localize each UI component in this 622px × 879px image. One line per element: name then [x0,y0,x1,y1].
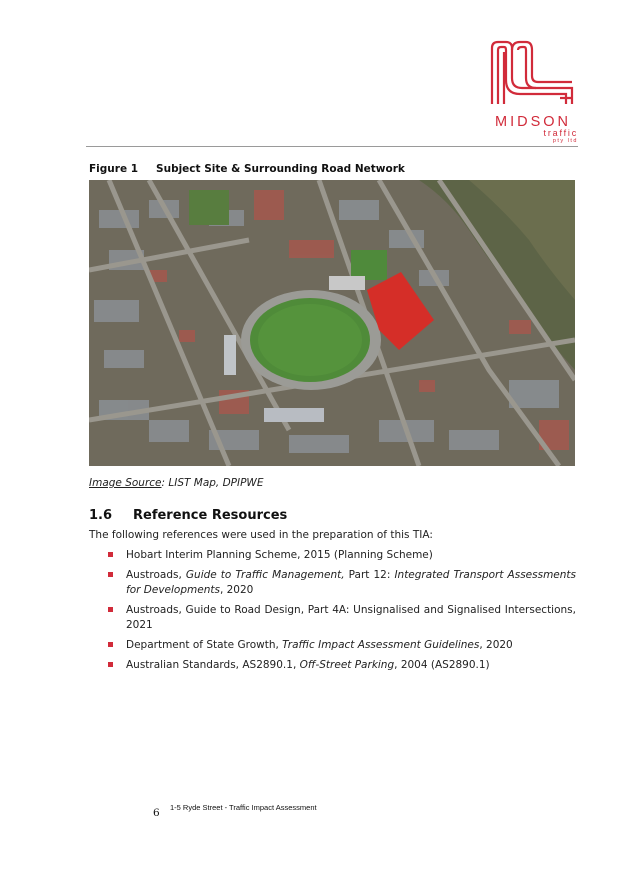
ref-text: Australian Standards, AS2890.1, [126,659,300,671]
reference-list [108,548,576,678]
logo-subtitle: traffic [543,128,578,138]
figure-title: Subject Site & Surrounding Road Network [156,163,405,175]
ref-text: , 2004 (AS2890.1) [394,659,490,671]
list-item [108,638,576,653]
bullet-icon [108,607,113,612]
ref-text: Department of State Growth, [126,639,283,651]
image-source-text: : LIST Map, DPIPWE [161,477,264,489]
bullet-icon [108,662,113,667]
section-title: Reference Resources [133,508,288,523]
ref-text: , 2020 [219,584,254,596]
ref-title: Traffic Impact Assessment Guidelines [282,639,480,651]
header-rule [86,146,578,147]
bullet-icon [108,642,113,647]
list-item [108,548,576,563]
footer-title: 1-5 Ryde Street - Traffic Impact Assessment [170,803,317,812]
image-source [89,477,263,489]
logo-wordmark: MIDSON [495,114,571,130]
logo-subtitle-small: pty ltd [552,138,578,144]
ref-text: Hobart Interim Planning Scheme, 2015 (Planning Scheme) [126,549,433,561]
figure-label: Figure 1 [89,163,139,175]
page-number: 6 [153,807,160,819]
list-item [108,568,576,598]
aerial-map-image [89,180,575,466]
bullet-icon [108,552,113,557]
ref-title: Guide to Traffic Management, [185,569,345,581]
ref-title: Integrated Transport Assessments for Developments [126,569,577,596]
image-source-label: Image Source [89,477,162,489]
section-intro: The following references were used in the preparation of this TIA: [89,529,433,541]
bullet-icon [108,572,113,577]
section-number: 1.6 [89,508,113,523]
list-item [108,658,576,673]
section-heading [89,508,287,523]
ref-text: Austroads, [126,569,186,581]
ref-title: Off-Street Parking [299,659,395,671]
ref-text: Austroads, Guide to Road Design, Part 4A: Unsignalised and Signalised Intersections, 2021 [126,604,576,631]
list-item [108,603,576,633]
ref-text: Part 12: [344,569,395,581]
figure-caption [89,163,405,175]
ref-text: , 2020 [479,639,513,651]
